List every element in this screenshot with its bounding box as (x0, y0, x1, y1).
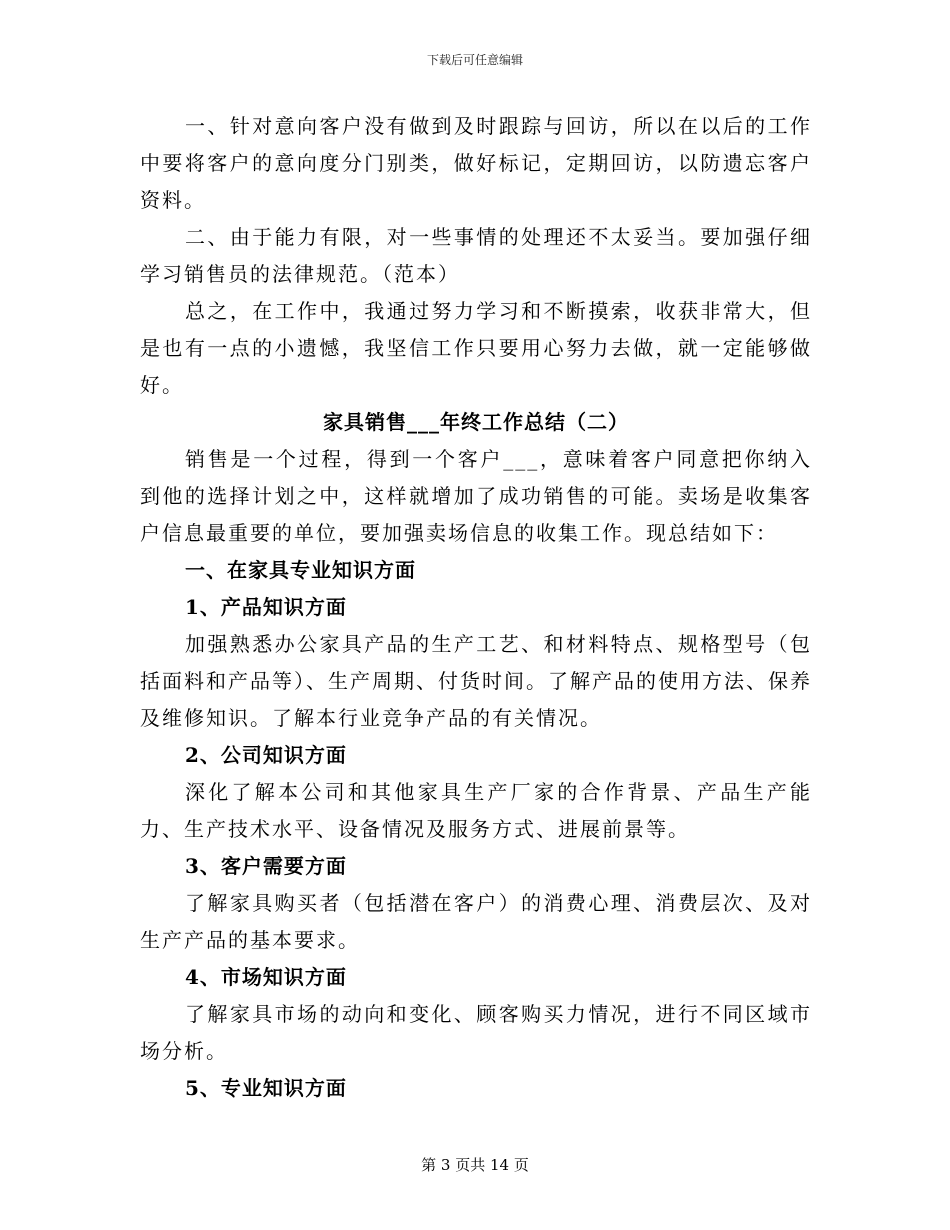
section-title: 家具销售___年终工作总结（二） (323, 410, 629, 434)
heading-1-2: 2、公司知识方面 (185, 743, 347, 767)
paragraph-5: 加强熟悉办公家具产品的生产工艺、和材料特点、规格型号（包括面料和产品等）、生产周期、付货时间。了解产品的使用方法、保养及维修知识。了解本行业竞争产品的有关情况。 (140, 632, 812, 730)
heading-1-4: 4、市场知识方面 (185, 965, 347, 989)
page-footer: 第 3 页共 14 页 (421, 1156, 529, 1174)
heading-1-3: 3、客户需要方面 (185, 854, 347, 878)
heading-1-5: 5、专业知识方面 (185, 1076, 347, 1100)
paragraph-3: 总之，在工作中，我通过努力学习和不断摸索，收获非常大，但是也有一点的小遗憾，我坚信工作只要用心努力去做，就一定能够做好。 (140, 299, 812, 397)
paragraph-2: 二、由于能力有限，对一些事情的处理还不太妥当。要加强仔细学习销售员的法律规范。（范本） (140, 225, 812, 286)
heading-1-1: 1、产品知识方面 (185, 595, 347, 619)
paragraph-7: 了解家具购买者（包括潜在客户）的消费心理、消费层次、及对生产产品的基本要求。 (140, 891, 812, 952)
paragraph-1: 一、针对意向客户没有做到及时跟踪与回访，所以在以后的工作中要将客户的意向度分门别类，做好标记，定期回访，以防遗忘客户资料。 (140, 114, 812, 212)
heading-1: 一、在家具专业知识方面 (185, 558, 416, 582)
paragraph-4: 销售是一个过程，得到一个客户___，意味着客户同意把你纳入到他的选择计划之中，这样就增加了成功销售的可能。卖场是收集客户信息最重要的单位，要加强卖场信息的收集工作。现总结如下： (140, 447, 812, 545)
document-body (140, 108, 812, 1107)
paragraph-6: 深化了解本公司和其他家具生产厂家的合作背景、产品生产能力、生产技术水平、设备情况及服务方式、进展前景等。 (140, 780, 812, 841)
paragraph-8: 了解家具市场的动向和变化、顾客购买力情况，进行不同区域市场分析。 (140, 1002, 812, 1063)
page-header: 下载后可任意编辑 (426, 53, 523, 67)
